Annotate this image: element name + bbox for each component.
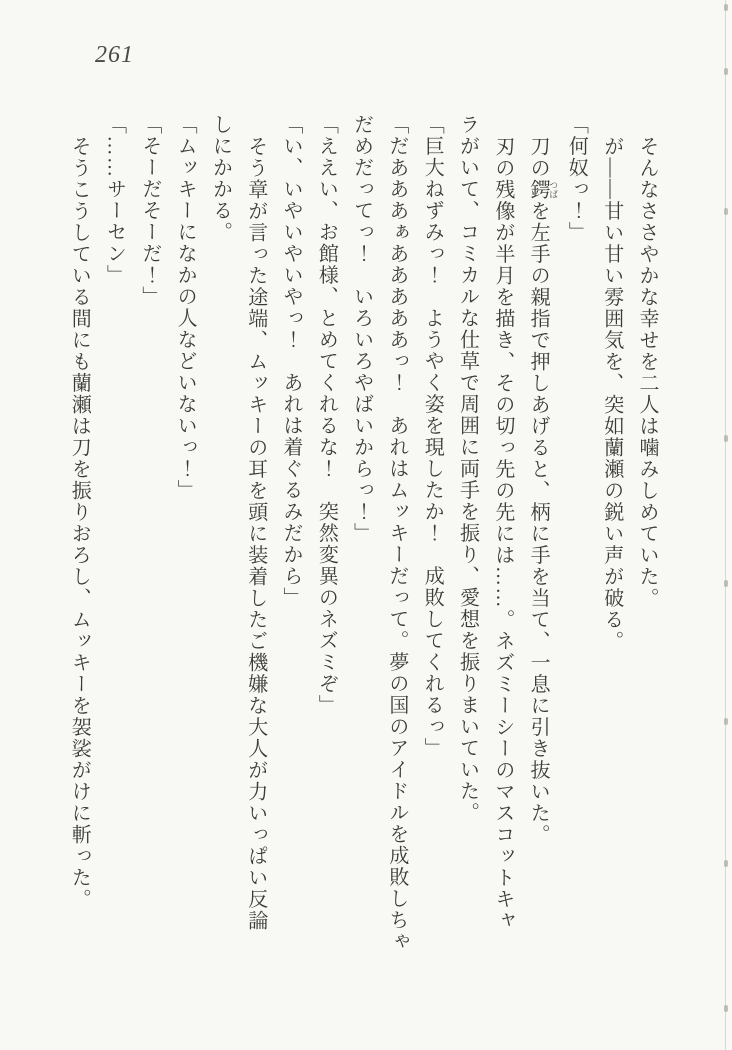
text-column: 「巨大ねずみっ！ ようやく姿を現したか！ 成敗してくれるっ」: [421, 114, 444, 759]
text-column: が――甘い甘い雰囲気を、突如蘭瀬の鋭い声が破る。: [600, 135, 623, 652]
ruby-furigana: つば: [548, 178, 559, 200]
text-column: 「ムッキーになかの人などいないっ！」: [174, 114, 197, 501]
ruby-base: 鍔: [527, 178, 550, 200]
page-edge-mark: [724, 208, 728, 215]
text-column: だめだってっ！ いろいろやばいからっ！」: [350, 114, 373, 544]
text-column: 「……サーセン」: [103, 114, 126, 286]
text-column: そう章が言った途端、ムッキーの耳を頭に装着したご機嫌な大人が力いっぱい反論: [244, 135, 267, 931]
text-column: ラがいて、コミカルな仕草で周囲に両手を振り、愛想を振りまいていた。: [456, 114, 479, 824]
text-column: 「ええい、お館様、とめてくれるな！ 突然変異のネズミぞ」: [315, 114, 338, 716]
ruby-annotated-word: [527, 178, 559, 201]
page-edge-mark: [724, 718, 728, 725]
page-edge-line: [725, 0, 727, 1050]
page-edge-mark: [724, 860, 728, 867]
page-number: 261: [95, 42, 134, 68]
page-edge-mark: [724, 68, 728, 75]
text-column: 刃の残像が半月を描き、その切っ先の先には……。ネズミーシーのマスコットキャ: [491, 135, 514, 931]
page-edge-mark: [724, 4, 728, 11]
text-column: 「だあああぁあああああっ！ あれはムッキーだって。夢の国のアイドルを成敗しちゃ: [385, 114, 408, 953]
text-column: 「い、いやいやいやっ！ あれは着ぐるみだから」: [280, 114, 303, 609]
text-column: しにかかる。: [209, 114, 232, 243]
page-edge-mark: [724, 1005, 728, 1012]
text-column: 「何奴っ！」: [565, 114, 588, 243]
ruby-pre-text: 刀の: [527, 135, 550, 179]
text-column: 「そーだそーだ！」: [138, 114, 161, 308]
text-area: [61, 114, 664, 966]
page-edge-mark: [724, 435, 728, 442]
text-column: [520, 114, 558, 966]
text-column: そんなささやかな幸せを二人は噛みしめていた。: [636, 135, 658, 609]
ruby-post-text: を左手の親指で押しあげると、柄に手を当て、一息に引き抜いた。: [527, 200, 550, 845]
text-column: そうこうしている間にも蘭瀬は刀を振りおろし、ムッキーを袈裟がけに斬った。: [68, 135, 91, 910]
page-edge-mark: [724, 580, 728, 587]
